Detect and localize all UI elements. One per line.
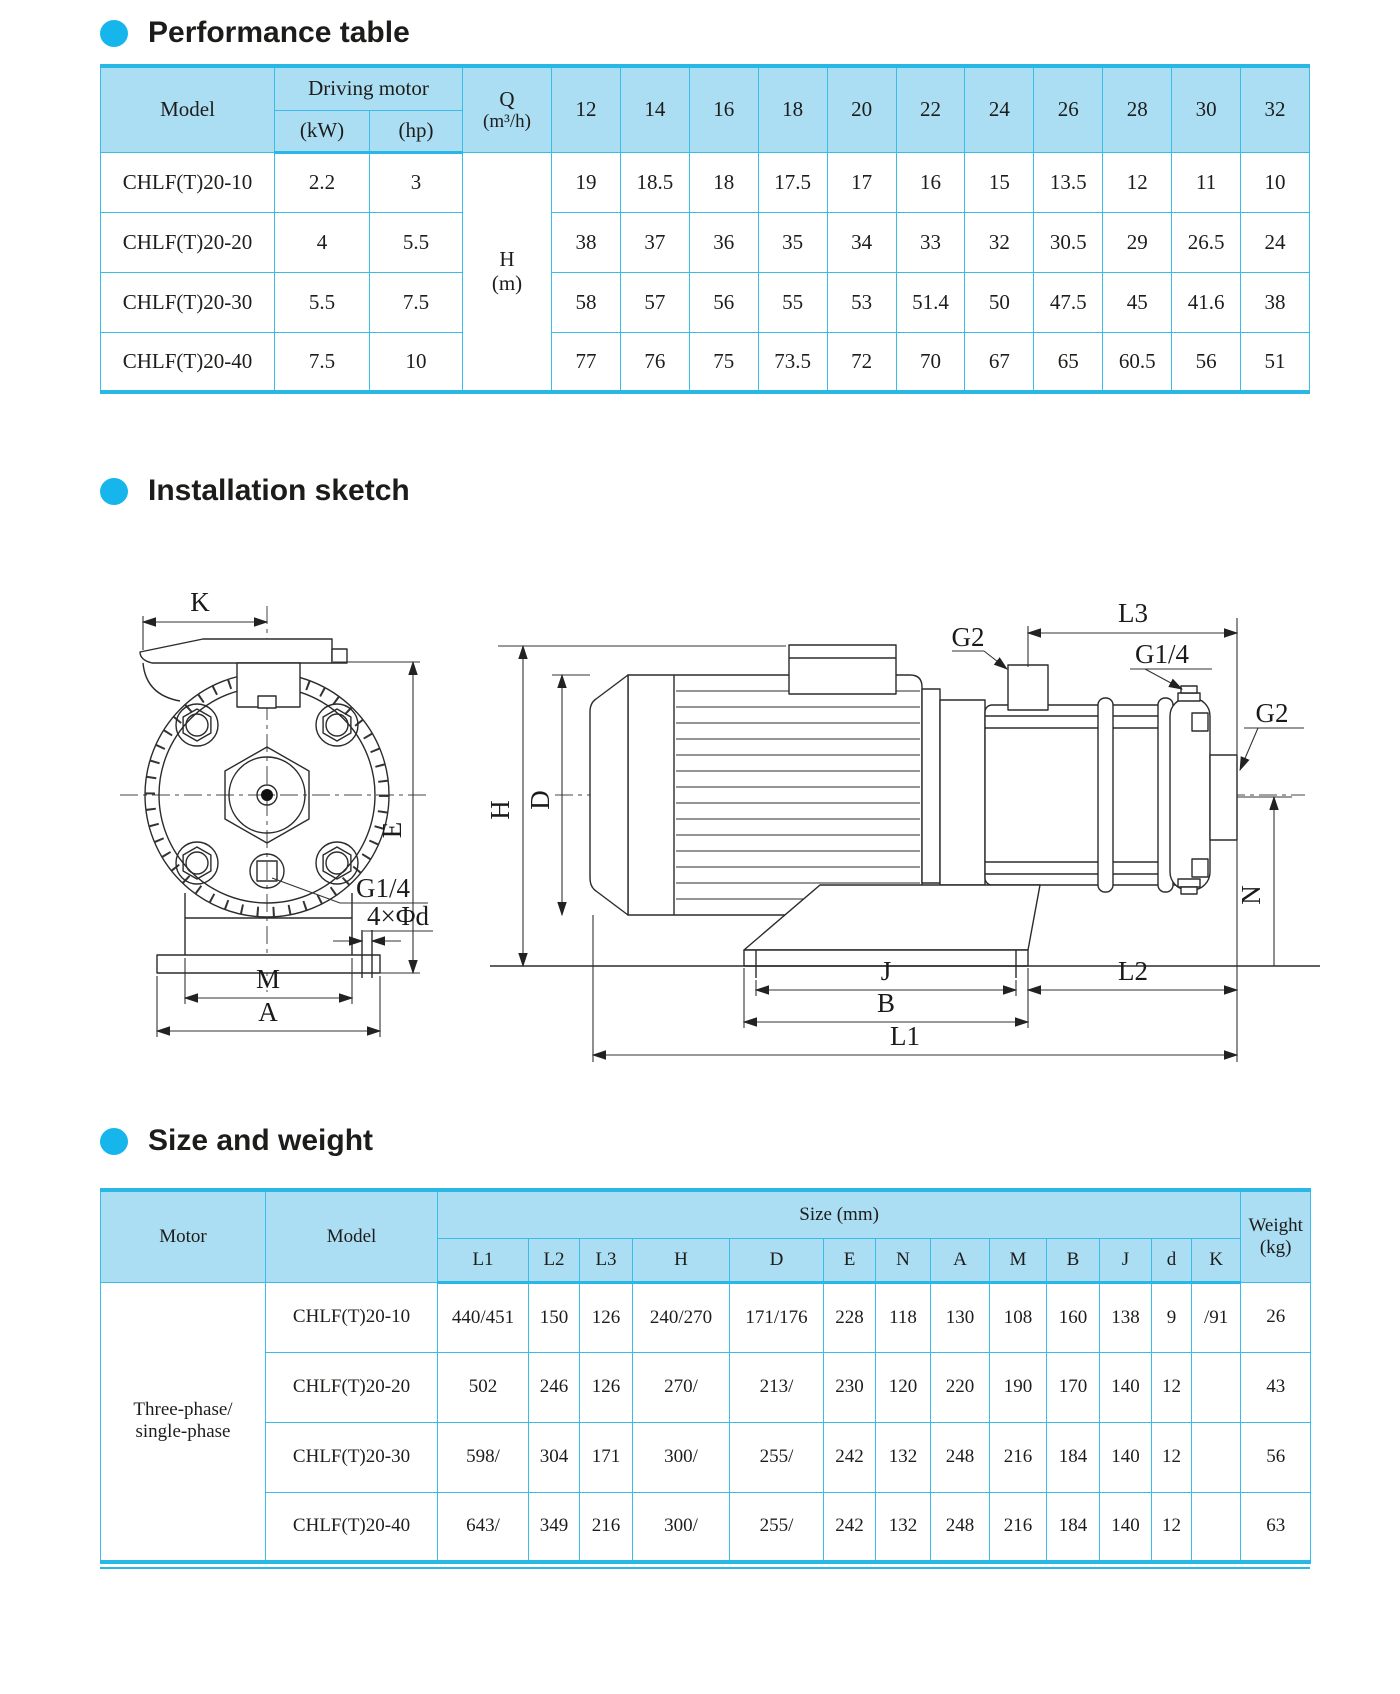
dim-col: L1 <box>438 1238 529 1282</box>
dim-col: E <box>824 1238 876 1282</box>
dim-col: K <box>1192 1238 1241 1282</box>
dim-col: B <box>1047 1238 1100 1282</box>
discharge-stub <box>1210 755 1237 840</box>
bullet-icon <box>100 1128 128 1155</box>
dim-col: M <box>990 1238 1047 1282</box>
dim-label-H: H <box>485 800 515 820</box>
col-header-model: Model <box>101 66 275 152</box>
col-header-model: Model <box>266 1190 438 1282</box>
head-unit-cell: H (m) <box>463 152 552 392</box>
dim-label-M: M <box>255 964 281 994</box>
dim-col: D <box>730 1238 824 1282</box>
dim-col: L2 <box>529 1238 580 1282</box>
adapter <box>940 700 985 885</box>
dim-label-L2: L2 <box>1118 956 1148 986</box>
table-row: CHLF(T)20-20 502 246 126 270/ 213/ 230 120 220 190 170 140 12 43 <box>101 1352 1311 1422</box>
dim-label-G14-front: G1/4 <box>356 873 410 903</box>
shaft-center <box>261 789 273 801</box>
dim-label-N: N <box>1236 885 1266 905</box>
size-weight-table-wrap <box>100 1188 1310 1569</box>
section-title: Performance table <box>148 16 410 49</box>
dim-col: N <box>876 1238 931 1282</box>
weight-cell: 43 <box>1241 1352 1311 1422</box>
mounting-bracket <box>140 639 332 663</box>
dim-col: J <box>1100 1238 1152 1282</box>
fan-cover <box>590 675 628 915</box>
size-weight-table <box>100 1188 1311 1564</box>
table-row: CHLF(T)20-10 2.2 3 H (m) 19 18.5 18 17.5 17 16 15 13.5 12 11 10 <box>101 152 1310 212</box>
dim-label-B: B <box>876 988 896 1018</box>
dim-label-G14-side: G1/4 <box>1135 639 1189 669</box>
installation-section-heading <box>100 474 410 508</box>
flow-col: 26 <box>1034 66 1103 152</box>
dim-col: d <box>1152 1238 1192 1282</box>
flow-col: 12 <box>552 66 621 152</box>
section-title: Installation sketch <box>148 474 410 507</box>
col-header-weight: Weight (kg) <box>1241 1190 1311 1282</box>
dim-col: A <box>931 1238 990 1282</box>
dim-label-G2-top: G2 <box>951 622 985 652</box>
model-cell: CHLF(T)20-20 <box>266 1352 438 1422</box>
flow-col: 28 <box>1103 66 1172 152</box>
table-row: Three-phase/ single-phase CHLF(T)20-10 440/451 150 126 240/270 171/176 228 118 130 108 160 138 9 /91 26 <box>101 1282 1311 1352</box>
front-view <box>120 587 433 1037</box>
model-cell: CHLF(T)20-30 <box>101 272 275 332</box>
dim-label-E: E <box>377 821 407 839</box>
performance-table <box>100 64 1310 394</box>
performance-table-wrap <box>100 64 1310 394</box>
vent-fitting <box>1178 693 1200 701</box>
flow-col: 22 <box>896 66 965 152</box>
suction-port <box>1008 665 1048 710</box>
motor-flange <box>922 689 940 883</box>
table-bottom-rule <box>100 1567 1310 1569</box>
col-header-size-group: Size (mm) <box>438 1190 1241 1238</box>
dim-label-bolt-holes: 4×Φd <box>367 901 429 931</box>
model-cell: CHLF(T)20-10 <box>266 1282 438 1352</box>
flow-col: 32 <box>1241 66 1310 152</box>
performance-section-heading <box>100 16 410 50</box>
dim-label-J: J <box>880 956 892 986</box>
table-row: CHLF(T)20-30 5.5 7.5 58 57 56 55 53 51.4 50 47.5 45 41.6 38 <box>101 272 1310 332</box>
col-header-motor: Motor <box>101 1190 266 1282</box>
bullet-icon <box>100 478 128 505</box>
col-header-q: Q (m³/h) <box>463 66 552 152</box>
model-cell: CHLF(T)20-10 <box>101 152 275 212</box>
flow-col: 24 <box>965 66 1034 152</box>
stage-ring <box>1098 698 1113 892</box>
size-weight-section-heading <box>100 1124 373 1158</box>
dim-label-L1: L1 <box>890 1021 920 1051</box>
motor-type-cell: Three-phase/ single-phase <box>101 1282 266 1562</box>
dim-label-L3: L3 <box>1118 598 1148 628</box>
model-cell: CHLF(T)20-40 <box>266 1492 438 1562</box>
col-header-hp: (hp) <box>370 110 463 152</box>
dim-label-K: K <box>190 587 210 617</box>
flow-col: 16 <box>689 66 758 152</box>
side-view <box>485 598 1320 1062</box>
dim-label-A: A <box>258 997 278 1027</box>
dim-col: L3 <box>580 1238 633 1282</box>
table-row: CHLF(T)20-40 643/ 349 216 300/ 255/ 242 132 248 216 184 140 12 63 <box>101 1492 1311 1562</box>
col-header-driving-motor: Driving motor <box>275 66 463 110</box>
weight-cell: 56 <box>1241 1422 1311 1492</box>
flow-col: 20 <box>827 66 896 152</box>
terminal-box-side <box>789 645 896 694</box>
bullet-icon <box>100 20 128 47</box>
model-cell: CHLF(T)20-30 <box>266 1422 438 1492</box>
weight-cell: 26 <box>1241 1282 1311 1352</box>
table-row: CHLF(T)20-40 7.5 10 77 76 75 73.5 72 70 67 65 60.5 56 51 <box>101 332 1310 392</box>
flow-col: 30 <box>1172 66 1241 152</box>
table-row: CHLF(T)20-20 4 5.5 38 37 36 35 34 33 32 30.5 29 26.5 24 <box>101 212 1310 272</box>
bolt-icon <box>316 704 358 746</box>
dim-label-D: D <box>525 790 555 810</box>
model-cell: CHLF(T)20-20 <box>101 212 275 272</box>
motor-body <box>628 675 922 915</box>
installation-sketch-drawing <box>0 528 1400 1074</box>
dim-label-G2-right: G2 <box>1255 698 1289 728</box>
dim-col: H <box>633 1238 730 1282</box>
model-cell: CHLF(T)20-40 <box>101 332 275 392</box>
weight-cell: 63 <box>1241 1492 1311 1562</box>
table-row: CHLF(T)20-30 598/ 304 171 300/ 255/ 242 132 248 216 184 140 12 56 <box>101 1422 1311 1492</box>
bolt-icon <box>176 704 218 746</box>
col-header-kw: (kW) <box>275 110 370 152</box>
section-title: Size and weight <box>148 1124 374 1157</box>
flow-col: 14 <box>620 66 689 152</box>
flow-col: 18 <box>758 66 827 152</box>
